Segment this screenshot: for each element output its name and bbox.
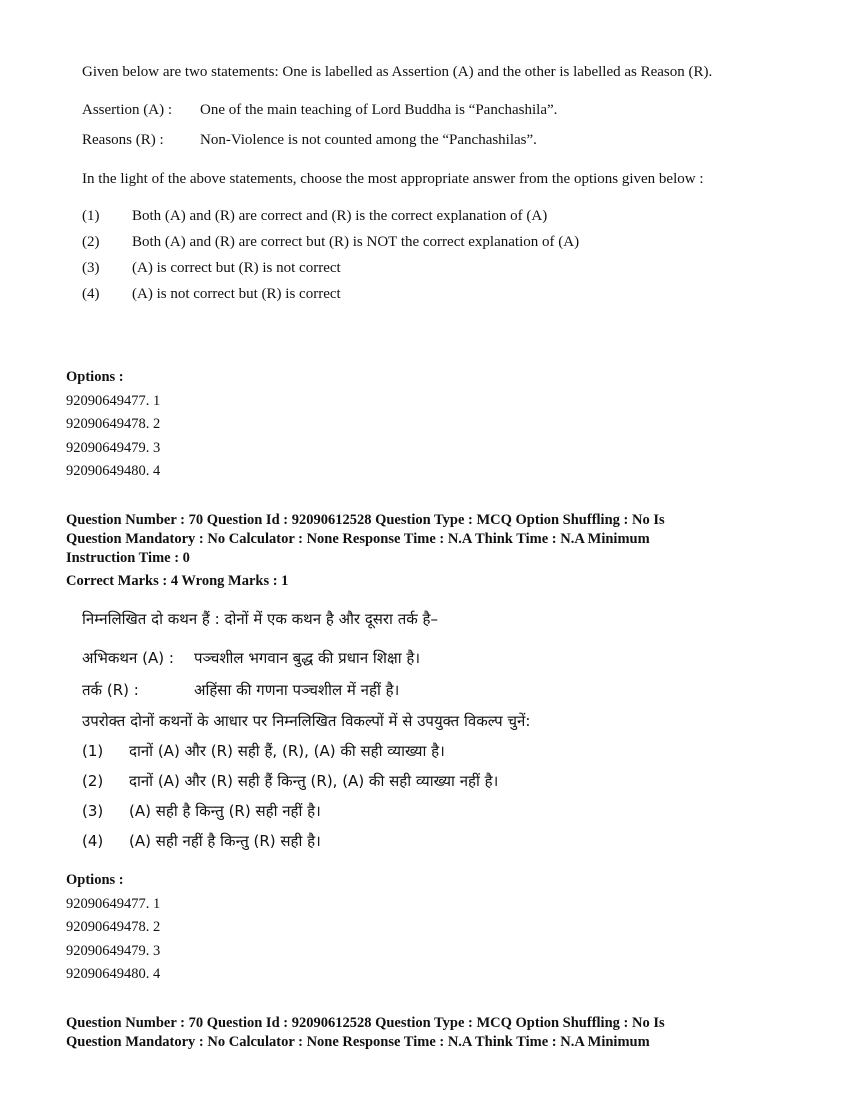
choice-text: (A) सही है किन्तु (R) सही नहीं है। (129, 802, 321, 820)
choice-number: (2) (82, 234, 100, 250)
option-id: 92090649477. 1 (66, 895, 161, 912)
question-intro: Given below are two statements: One is labelled as Assertion (A) and the other is labelled as Reason (R). (82, 64, 713, 80)
answer-choice (82, 742, 782, 761)
reason-row (82, 131, 762, 150)
choice-number: (3) (82, 802, 104, 820)
choice-text: Both (A) and (R) are correct but (R) is NOT the correct explanation of (A) (132, 234, 580, 250)
question-meta (66, 511, 665, 591)
reason-row (82, 681, 782, 700)
reason-label: Reasons (R) : (82, 132, 164, 148)
choice-number: (1) (82, 208, 100, 224)
option-id: 92090649480. 4 (66, 463, 161, 479)
reason-text: Non-Violence is not counted among the “Panchashilas”. (200, 132, 537, 148)
meta-line: Question Number : 70 Question Id : 92090612528 Question Type : MCQ Option Shuffling : No Is (66, 1015, 665, 1031)
question-intro: निम्नलिखित दो कथन हैं : दोनों में एक कथन है और दूसरा तर्क है– (82, 610, 439, 628)
answer-choice (82, 259, 762, 278)
choice-text: दानों (A) और (R) सही हैं किन्तु (R), (A) की सही व्याख्या नहीं है। (129, 772, 499, 790)
assertion-row (82, 101, 762, 120)
assertion-row (82, 649, 782, 668)
question-prompt: उपरोक्त दोनों कथनों के आधार पर निम्नलिखित विकल्पों में से उपयुक्त विकल्प चुनें: (82, 712, 531, 730)
reason-text: अहिंसा की गणना पञ्चशील में नहीं है। (194, 681, 400, 699)
option-id: 92090649478. 2 (66, 416, 161, 432)
assertion-text: One of the main teaching of Lord Buddha is “Panchashila”. (200, 102, 558, 118)
assertion-label: Assertion (A) : (82, 102, 172, 118)
meta-line: Instruction Time : 0 (66, 550, 190, 566)
question-prompt: In the light of the above statements, choose the most appropriate answer from the options given below : (82, 171, 704, 187)
choice-number: (4) (82, 286, 100, 302)
meta-line: Question Mandatory : No Calculator : None Response Time : N.A Think Time : N.A Minimum (66, 531, 650, 547)
choice-text: (A) सही नहीं है किन्तु (R) सही है। (129, 832, 321, 850)
choice-text: दानों (A) और (R) सही हैं, (R), (A) की सही व्याख्या है। (129, 742, 445, 760)
answer-choice (82, 832, 782, 851)
options-title: Options : (66, 872, 124, 888)
answer-choice (82, 233, 762, 252)
answer-choice (82, 802, 782, 821)
reason-label: तर्क (R) : (82, 681, 139, 699)
choice-text: Both (A) and (R) are correct and (R) is the correct explanation of (A) (132, 208, 548, 224)
option-id: 92090649477. 1 (66, 392, 161, 409)
question-meta (66, 1014, 665, 1052)
answer-choice (82, 772, 782, 791)
option-id: 92090649479. 3 (66, 439, 161, 456)
meta-line: Question Mandatory : No Calculator : None Response Time : N.A Think Time : N.A Minimum (66, 1034, 650, 1050)
choice-text: (A) is correct but (R) is not correct (132, 260, 341, 276)
choice-number: (1) (82, 742, 104, 760)
answer-choice (82, 285, 762, 304)
assertion-text: पञ्चशील भगवान बुद्ध की प्रधान शिक्षा है। (194, 649, 421, 667)
choice-number: (3) (82, 260, 100, 276)
answer-choice (82, 207, 762, 226)
answer-choices (82, 207, 762, 304)
assertion-label: अभिकथन (A) : (82, 649, 174, 667)
question-english (82, 63, 762, 304)
options-list (66, 366, 160, 484)
option-id: 92090649478. 2 (66, 919, 161, 935)
question-hindi (82, 610, 782, 851)
options-list (66, 869, 160, 987)
choice-number: (2) (82, 772, 104, 790)
marks-line: Correct Marks : 4 Wrong Marks : 1 (66, 573, 289, 589)
choice-text: (A) is not correct but (R) is correct (132, 286, 341, 302)
option-id: 92090649479. 3 (66, 942, 161, 959)
options-title: Options : (66, 369, 124, 385)
option-id: 92090649480. 4 (66, 966, 161, 982)
choice-number: (4) (82, 832, 104, 850)
meta-line: Question Number : 70 Question Id : 92090612528 Question Type : MCQ Option Shuffling : No Is (66, 512, 665, 528)
